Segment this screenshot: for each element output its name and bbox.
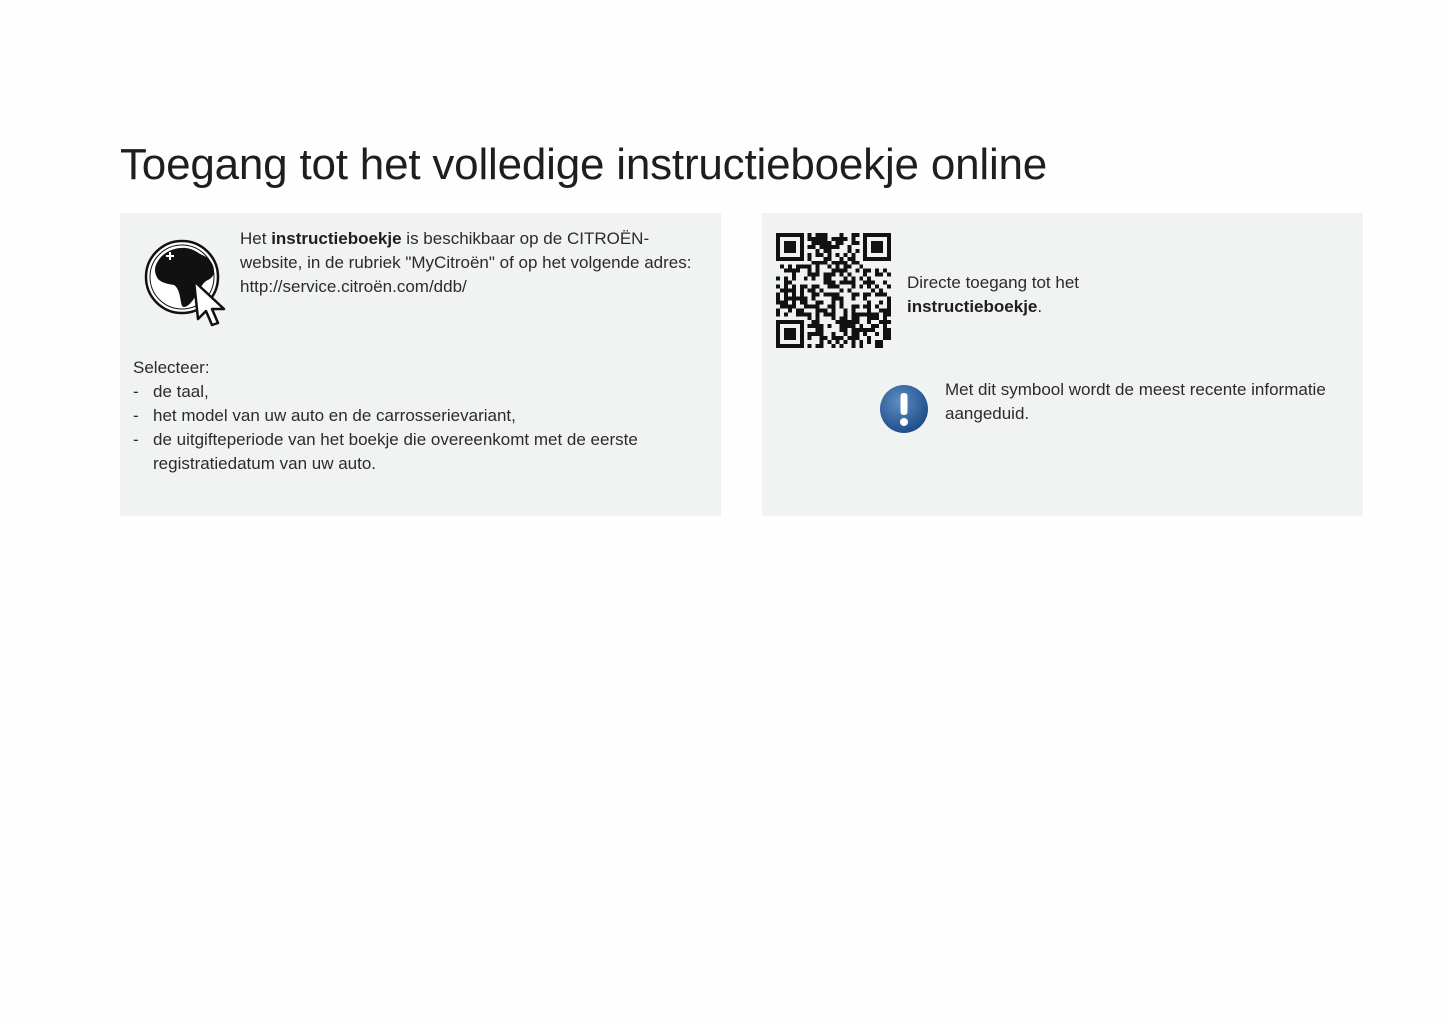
intro-bold-term: instructieboekje [271, 229, 402, 248]
list-item: - de taal, [133, 380, 703, 404]
select-list [133, 380, 703, 476]
selection-instructions [133, 356, 703, 476]
intro-text: Het instructieboekje is beschikbaar op de CITROËN-website, in de rubriek "MyCitroën" of op het volgende adres: http://service.citroën.com/ddb/ [240, 229, 692, 296]
direct-bold-term: instructieboekje [907, 297, 1038, 316]
exclamation-icon [879, 384, 929, 434]
qr-code-icon[interactable] [776, 233, 891, 348]
list-item: - het model van uw auto en de carrosserievariant, [133, 404, 703, 428]
select-label: Selecteer: [133, 358, 210, 377]
direct-access-text: Directe toegang tot het instructieboekje. [907, 273, 1080, 316]
qr-access-panel [762, 213, 1363, 516]
notice-text: Met dit symbool wordt de meest recente informatie aangeduid. [945, 380, 1326, 423]
manual-url[interactable]: http://service.citroën.com/ddb/ [240, 277, 467, 296]
online-access-panel [120, 213, 721, 516]
page-title: Toegang tot het volledige instructieboekje online [120, 140, 1048, 189]
globe-with-cursor-icon [144, 239, 234, 329]
list-item: - de uitgifteperiode van het boekje die overeenkomt met de eerste registratiedatum van uw auto. [133, 428, 703, 476]
